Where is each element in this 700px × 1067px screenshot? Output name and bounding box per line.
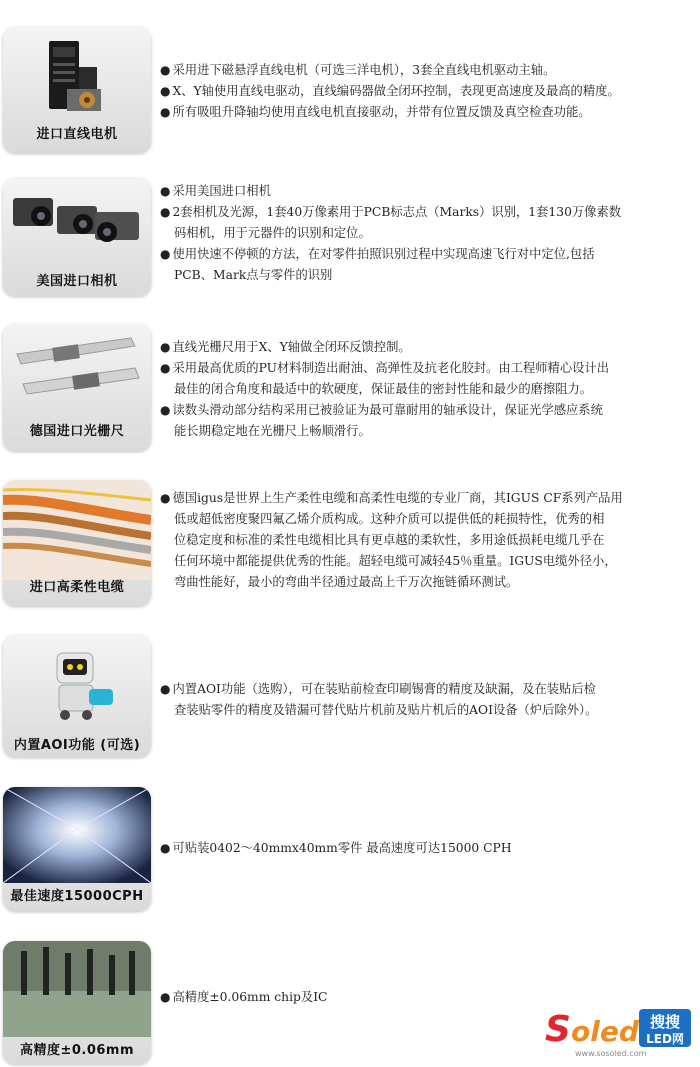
bullet-dot-icon: ● — [160, 990, 171, 1004]
speed-image — [3, 787, 151, 883]
bullet-item: ● 2套相机及光源，1套40万像素用于PCB标志点（Marks）识别，1套130万像素数 码相机，用于元器件的识别和定位。 — [160, 205, 622, 240]
feature-card-linear-scale — [3, 324, 151, 451]
bullet-dot-icon: ● — [160, 403, 171, 417]
flexible-cable-image — [3, 480, 151, 580]
feature-card-camera — [3, 178, 151, 296]
linear-motor-image — [3, 27, 151, 127]
bullet-dot-icon: ● — [160, 205, 171, 219]
bullet-dot-icon: ● — [160, 63, 171, 77]
bullet-item: ● 使用快速不停顿的方法，在对零件拍照识别过程中实现高速飞行对中定位,包括 PCB、Mark点与零件的识别 — [160, 247, 595, 282]
feature-text-flexible-cable — [160, 488, 700, 593]
feature-caption: 内置AOI功能 (可选) — [13, 738, 141, 753]
feature-text-linear-motor — [160, 60, 700, 123]
logo-badge-bottom: LED网 — [646, 1032, 684, 1046]
feature-text-linear-scale — [160, 337, 700, 442]
aoi-robot-image — [3, 635, 151, 733]
bullet-dot-icon: ● — [160, 184, 171, 198]
logo-letter-s: S — [545, 1009, 571, 1050]
logo-url: www.sosoled.com — [575, 1049, 647, 1058]
feature-card-linear-motor — [3, 27, 151, 153]
bullet-item: ● 德国igus是世界上生产柔性电缆和高柔性电缆的专业厂商，其IGUS CF系列产品用 低或超低密度聚四氟乙烯介质构成。这种介质可以提供低的耗损特性，优秀的相 位稳定度和标准的柔性电缆相比具有更卓越的柔软性，多用途低损耗电缆几乎在 任何环境中都能提供优秀的性能。超轻电缆可减轻45％重量。IGUS电缆外径小， 弯曲性能好，最小的弯曲半径通过最高上千万次拖链循环测试。 — [160, 491, 623, 589]
feature-text-speed — [160, 838, 700, 859]
linear-scale-image — [3, 324, 151, 424]
logo-letters-oled: oled — [571, 1015, 639, 1048]
feature-text-camera — [160, 181, 700, 286]
bullet-item: ● 采用进下磁悬浮直线电机（可选三洋电机），3套全直线电机驱动主轴。 — [160, 63, 556, 77]
bullet-item: ● 可贴装0402～40mmx40mm零件 最高速度可达15000 CPH — [160, 841, 512, 855]
feature-card-speed — [3, 787, 151, 911]
bullet-dot-icon: ● — [160, 340, 171, 354]
bullet-dot-icon: ● — [160, 841, 171, 855]
feature-card-aoi — [3, 635, 151, 757]
soled-logo-watermark — [545, 1003, 693, 1061]
feature-caption: 进口高柔性电缆 — [29, 580, 125, 595]
bullet-item: ● X、Y轴使用直线电驱动，直线编码器做全闭环控制，表现更高速度及最高的精度。 — [160, 84, 620, 98]
feature-caption: 美国进口相机 — [36, 274, 118, 289]
bullet-dot-icon: ● — [160, 247, 171, 261]
feature-caption: 高精度±0.06mm — [19, 1043, 135, 1058]
camera-image — [3, 178, 151, 270]
bullet-item: ● 读数头滑动部分结构采用已被验证为最可靠耐用的轴承设计，保证光学感应系统 能长期稳定地在光栅尺上畅顺滑行。 — [160, 403, 603, 438]
feature-caption: 德国进口光栅尺 — [29, 424, 125, 439]
bullet-item: ● 内置AOI功能（选购），可在装贴前检查印刷锡膏的精度及缺漏，及在装贴后检 查装贴零件的精度及错漏可替代贴片机前及贴片机后的AOI设备（炉后除外）。 — [160, 682, 598, 717]
bullet-dot-icon: ● — [160, 491, 171, 505]
feature-card-flexible-cable — [3, 480, 151, 606]
bullet-item: ● 高精度±0.06mm chip及IC — [160, 990, 328, 1004]
bullet-dot-icon: ● — [160, 682, 171, 696]
feature-text-aoi — [160, 679, 700, 721]
feature-card-precision — [3, 941, 151, 1064]
bullet-item: ● 所有吸咀升降轴均使用直线电机直接驱动，并带有位置反馈及真空检查功能。 — [160, 105, 591, 119]
feature-caption: 最佳速度15000CPH — [10, 889, 144, 904]
logo-badge-top: 搜搜 — [649, 1013, 681, 1031]
bullet-dot-icon: ● — [160, 105, 171, 119]
bullet-dot-icon: ● — [160, 361, 171, 375]
bullet-dot-icon: ● — [160, 84, 171, 98]
bullet-item: ● 采用美国进口相机 — [160, 184, 271, 198]
precision-nozzles-image — [3, 941, 151, 1037]
bullet-item: ● 采用最高优质的PU材料制造出耐油、高弹性及抗老化胶封。由工程师精心设计出 最佳的闭合角度和最适中的软硬度，保证最佳的密封性能和最少的磨擦阻力。 — [160, 361, 610, 396]
feature-caption: 进口直线电机 — [36, 127, 118, 142]
bullet-item: ● 直线光栅尺用于X、Y轴做全闭环反馈控制。 — [160, 340, 411, 354]
